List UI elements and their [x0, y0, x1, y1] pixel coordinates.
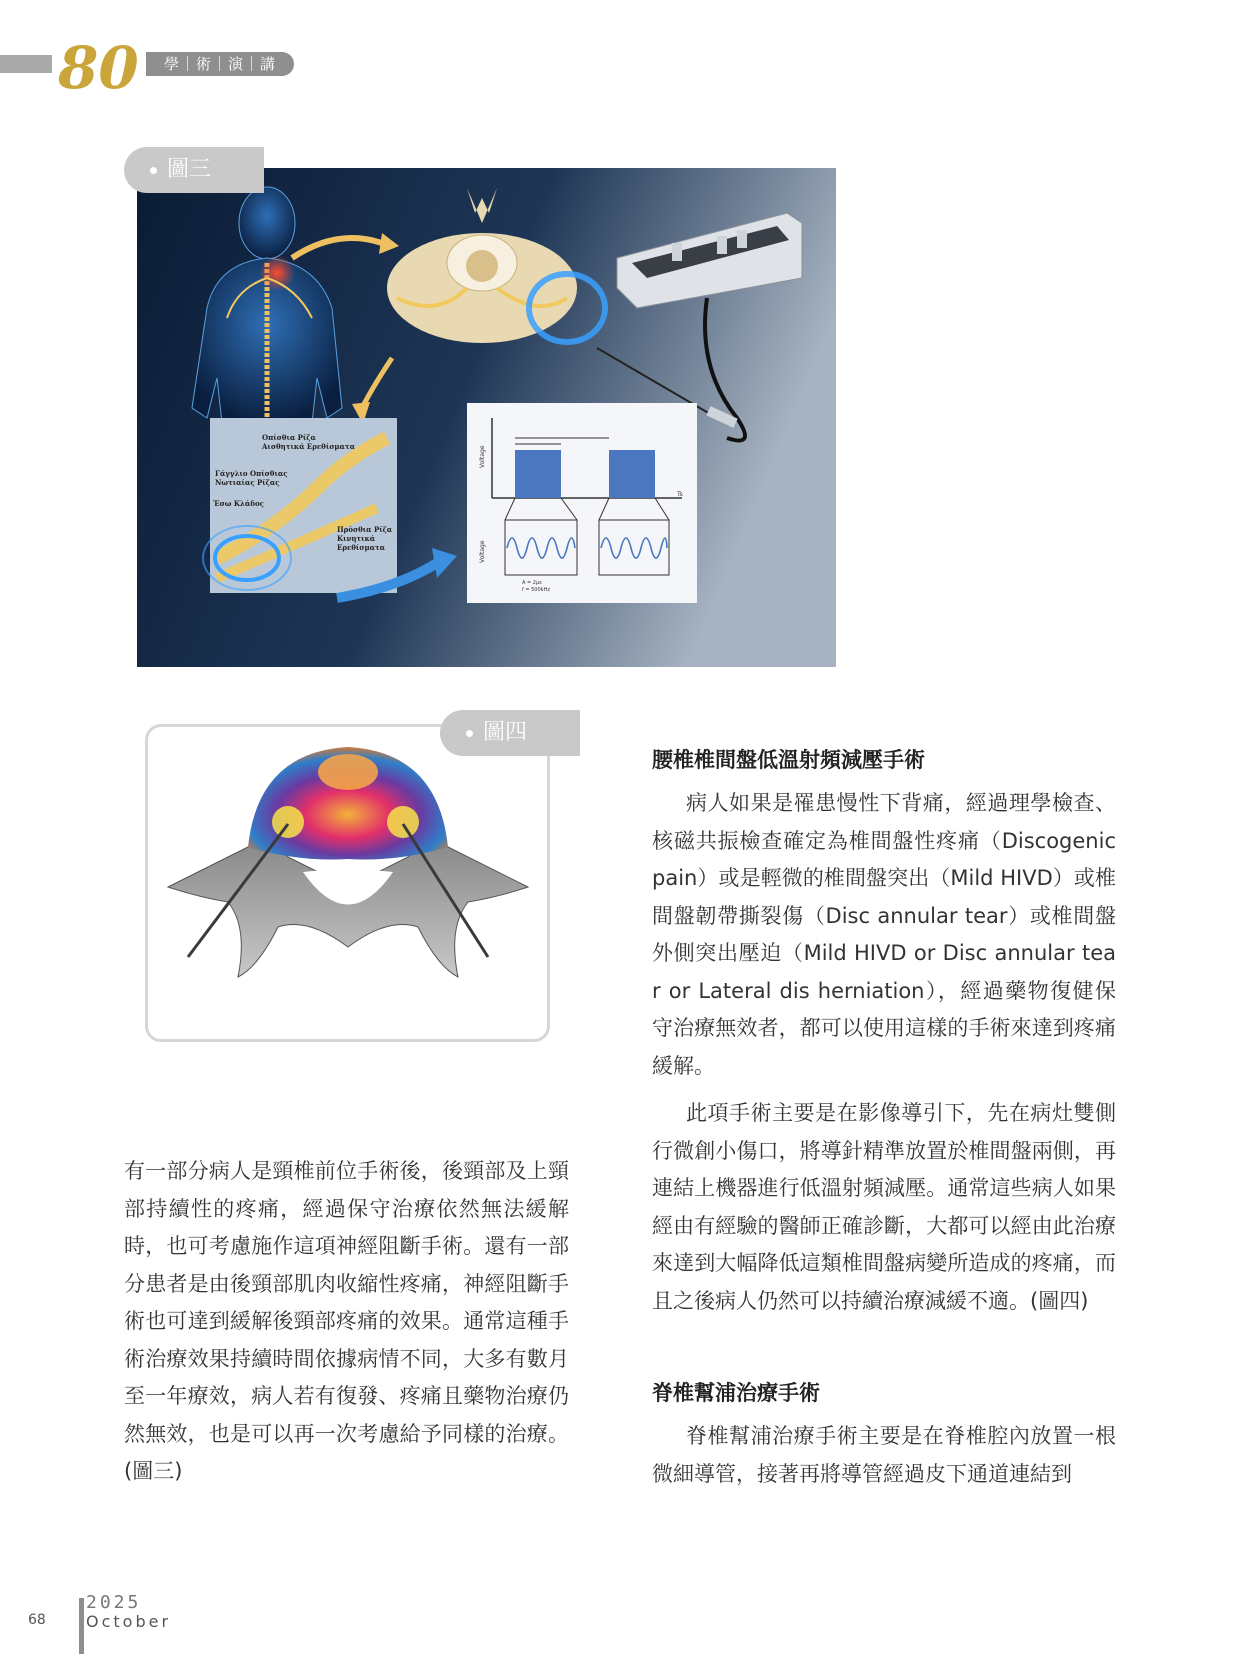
- figure-4-image: [148, 727, 547, 1039]
- svg-text:Έσω Κλάδος: Έσω Κλάδος: [213, 499, 264, 508]
- svg-text:Ερεθίσματα: Ερεθίσματα: [337, 543, 386, 552]
- paragraph-lumbar-procedure: 此項手術主要是在影像導引下，先在病灶雙側行微創小傷口，將導針精準放置於椎間盤兩側，再連結上機器進行低溫射頻減壓。通常這些病人如果經由有經驗的醫師正確診斷，大都可以經由此治療來達到大幅降低這類椎間盤病變所造成的疼痛，而且之後病人仍然可以持續治療減緩不適。(圖四): [652, 1101, 1116, 1313]
- svg-text:Αισθητικά Ερεθίσματα: Αισθητικά Ερεθίσματα: [262, 442, 355, 451]
- svg-text:Πρόσθια Ρίζα: Πρόσθια Ρίζα: [337, 525, 393, 534]
- svg-text:Ts: Ts: [677, 491, 683, 498]
- left-column-paragraph: 有一部分病人是頸椎前位手術後，後頸部及上頸部持續性的疼痛，經過保守治療依然無法緩解時，也可考慮施作這項神經阻斷手術。還有一部分患者是由後頸部肌肉收縮性疼痛，神經阻斷手術也可達到緩解後頸部疼痛的效果。通常這種手術治療效果持續時間依據病情不同，大多有數月至一年療效，病人若有復發、疼痛且藥物治療仍然無效，也是可以再一次考慮給予同樣的治療。(圖三): [124, 1159, 569, 1483]
- issue-month: October: [86, 1612, 172, 1631]
- svg-text:Γάγγλιο Οπίσθιας: Γάγγλιο Οπίσθιας: [215, 469, 288, 478]
- svg-text:f = 500kHz: f = 500kHz: [522, 587, 550, 593]
- header-bar: [0, 55, 52, 73]
- figure-3-tag: [124, 147, 264, 193]
- page-number: 68: [28, 1612, 46, 1628]
- figure-4-frame: [145, 724, 550, 1042]
- figure-3-tag-text: 圖三: [167, 157, 212, 182]
- figure-3-image: [137, 168, 836, 667]
- svg-text:Κινητικά: Κινητικά: [337, 534, 376, 543]
- issue-year: 2025: [86, 1592, 142, 1613]
- section-label: 學｜術｜演｜講: [146, 52, 294, 76]
- anniversary-logo: [56, 34, 140, 98]
- heading-lumbar-disc-procedure: 腰椎椎間盤低溫射頻減壓手術: [652, 748, 925, 772]
- paragraph-lumbar-indications: 病人如果是罹患慢性下背痛，經過理學檢查、核磁共振檢查確定為椎間盤性疼痛（Discogenic pain）或是輕微的椎間盤突出（Mild HIVD）或椎間盤韌帶撕裂傷（Disc annular tear）或椎間盤外側突出壓迫（Mild HIVD or Disc annular tear or Lateral dis herniation），經過藥物復健保守治療無效者，都可以使用這樣的手術來達到疼痛緩解。: [652, 791, 1116, 1078]
- paragraph-spinal-pump: 脊椎幫浦治療手術主要是在脊椎腔內放置一根微細導管，接著再將導管經過皮下通道連結到: [652, 1424, 1116, 1486]
- svg-text:80: 80: [58, 34, 139, 98]
- footer-bar: [79, 1598, 84, 1654]
- svg-text:A = 2μs: A = 2μs: [522, 580, 542, 586]
- nerve-detail-panel: [203, 418, 397, 593]
- svg-text:Νωτιαίας Ρίζας: Νωτιαίας Ρίζας: [215, 478, 280, 487]
- svg-text:Οπίσθια Ρίζα: Οπίσθια Ρίζα: [262, 433, 316, 442]
- svg-text:Voltage: Voltage: [479, 445, 486, 468]
- figure-4-tag-text: 圖四: [483, 720, 528, 745]
- figure-4-tag: [440, 710, 580, 756]
- svg-text:Voltage: Voltage: [479, 540, 486, 563]
- heading-spinal-pump: 脊椎幫浦治療手術: [652, 1381, 820, 1405]
- waveform-panel: [467, 403, 697, 603]
